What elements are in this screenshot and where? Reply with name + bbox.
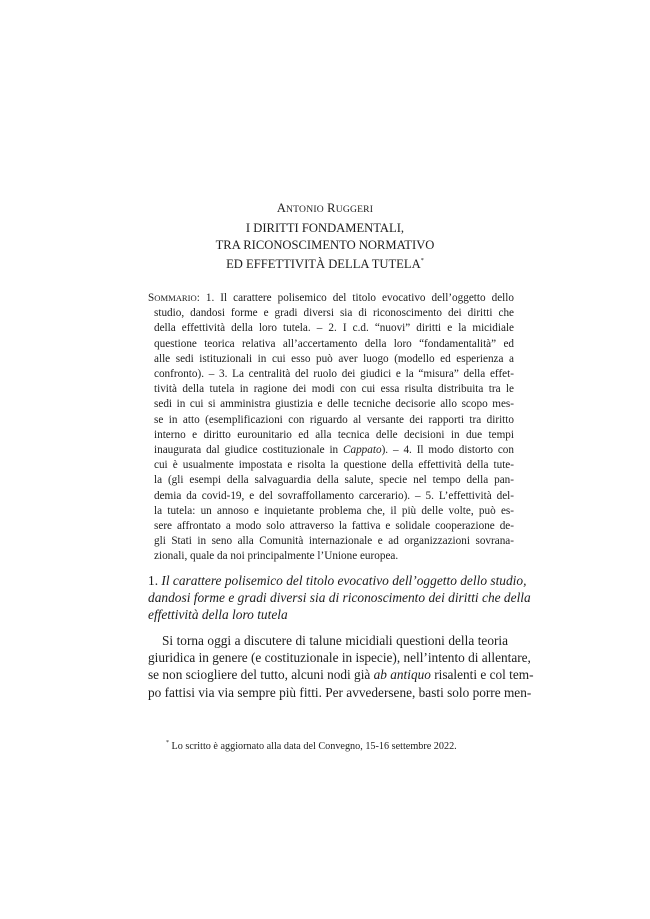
title-line-3 (0, 253, 650, 273)
summary-line-11-a: inaugurata dal giudice costituzionale in (154, 444, 344, 457)
summary-line-11 (154, 443, 514, 458)
summary-line-9: se in atto (esemplificazioni con riguardo al versante dei rapporti tra diritto (154, 413, 514, 426)
summary-cappato: Cappato (343, 444, 382, 457)
author-first-rest: NTONIO (286, 204, 324, 215)
summary-line-12: cui è usualmente impostata e risolta la questione della effettività della tute- (154, 459, 514, 472)
summary-line-8: sedi in cui si amministra giustizia e delle tecniche decisorie allo scopo mes- (154, 398, 514, 411)
author-name (0, 201, 650, 216)
summary-line-6: confronto). – 3. La centralità del ruolo dei giudici e la “misura” della effet- (154, 368, 514, 381)
summary-line-17: gli Stati in seno alla Comunità internazionale e ad organizzazioni sovrana- (154, 535, 514, 548)
summary-line-3: della effettività della loro tutela. – 2. I c.d. “nuovi” diritti e la micidiale (154, 322, 514, 335)
section-1-heading (148, 573, 531, 623)
summary-line-4: questione teorica relativa all’accertamento della loro “fondamentalità” ed (154, 337, 514, 350)
title-line-1: I DIRITTI FONDAMENTALI, (245, 221, 405, 235)
summary-line-1 (148, 291, 514, 306)
body-line-3-a: se non sciogliere del tutto, alcuni nodi già (148, 667, 374, 683)
author-last-rest: UGGERI (335, 204, 374, 215)
body-paragraph (148, 632, 534, 701)
body-line-3 (148, 666, 534, 683)
footnote-text: Lo scritto è aggiornato alla data del Convegno, 15-16 settembre 2022. (169, 741, 457, 752)
section-1-heading-line-1 (148, 573, 527, 590)
summary-line-14: demia da covid-19, e del sovraffollamento carcerario). – 5. L’effettività del- (154, 489, 514, 502)
body-line-1: Si torna oggi a discutere di talune micidiali questioni della teoria (162, 633, 508, 648)
summary-line-16: sere affrontato a modo solo attraverso la fattiva e solidale cooperazione de- (154, 520, 514, 533)
summary-line-13: la (gli esempi della salvaguardia della salute, specie nel tempo della pan- (154, 474, 514, 487)
summary-block (148, 291, 514, 565)
footnote-mark: * (166, 740, 169, 746)
summary-label (148, 292, 200, 304)
author-first-initial: A (276, 201, 287, 215)
title-footnote-mark[interactable]: * (420, 257, 424, 264)
title-line-3-text: ED EFFETTIVITÀ DELLA TUTELA (226, 257, 421, 271)
summary-line-11-b: ). – 4. Il modo distorto con (381, 444, 514, 457)
summary-line-2: studio, dandosi forme e gradi diversi sia di riconoscimento dei diritti che (154, 307, 514, 320)
summary-line-1-text: 1. Il carattere polisemico del titolo evocativo dell’oggetto dello (199, 292, 514, 304)
summary-label-initial: S (148, 292, 155, 304)
body-ab-antiquo: ab antiquo (373, 667, 431, 683)
paper-title (0, 220, 650, 273)
section-1-heading-line-3 (148, 607, 508, 624)
section-1-heading-text-2: dandosi forme e gradi diversi sia di riconoscimento dei diritti che della (148, 589, 531, 605)
footnote (166, 737, 508, 753)
summary-label-colon: : (196, 292, 200, 304)
body-line-3-b: risalenti e col tem- (430, 667, 534, 683)
section-1-heading-line-2 (148, 589, 531, 607)
author-last-initial: R (327, 201, 336, 215)
summary-line-18: zionali, quale da noi principalmente l’Unione europea. (154, 550, 399, 563)
body-line-4: po fattisi via via sempre più fitti. Per avvedersene, basti solo porre men- (148, 684, 532, 700)
section-1-heading-text-1: Il carattere polisemico del titolo evocativo dell’oggetto dello studio, (161, 573, 527, 588)
body-line-2: giuridica in genere (e costituzionale in ispecie), nell’intento di allentare, (148, 650, 531, 666)
summary-label-rest: OMMARIO (154, 293, 197, 303)
summary-line-10: interno e diritto eurounitario ed alla tecnica delle decisioni in due tempi (154, 428, 514, 441)
summary-line-15: la tutela: un annoso e inquietante problema che, il più delle volte, può es- (154, 504, 514, 517)
section-1-number: 1. (148, 573, 162, 588)
summary-line-7: tività della tutela in ragione dei modi con cui essa risulta distribuita tra le (154, 383, 514, 396)
title-line-2: TRA RICONOSCIMENTO NORMATIVO (215, 237, 435, 252)
summary-line-5: alle sedi istituzionali in cui esso può aver luogo (modello ed esperienza a (154, 352, 514, 365)
section-1-heading-text-3: effettività della loro tutela (148, 606, 288, 622)
